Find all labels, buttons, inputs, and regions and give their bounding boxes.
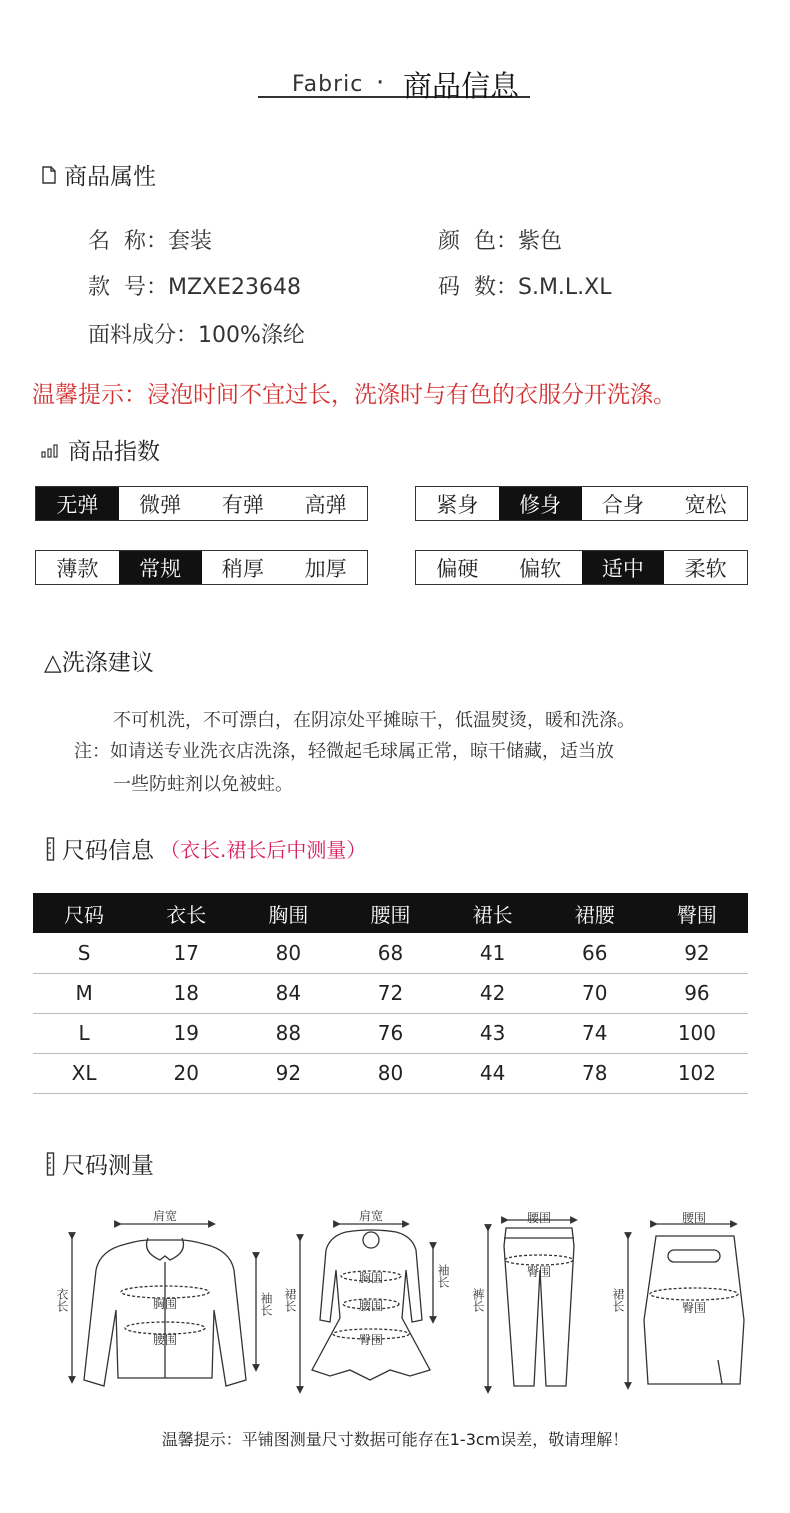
warm-tip: 温馨提示：浸泡时间不宜过长，洗涤时与有色的衣服分开洗涤。 (32, 382, 676, 408)
col-top-length: 衣长 (135, 893, 237, 933)
fig1-waist-label: 腰围 (152, 1333, 178, 1347)
table-cell: 44 (442, 1053, 544, 1093)
ruler-icon (46, 1152, 56, 1176)
attr-sizes: 码 数：S.M.L.XL (438, 275, 612, 300)
fig4-length-label: 裙长 (611, 1288, 625, 1312)
wash-title-text: △洗涤建议 (44, 650, 154, 676)
table-cell: 66 (544, 933, 646, 973)
table-cell: 76 (339, 1013, 441, 1053)
table-cell: 96 (646, 973, 748, 1013)
table-cell: 70 (544, 973, 646, 1013)
fig1-chest-label: 胸围 (152, 1297, 178, 1311)
wash-line-2: 注：如请送专业洗衣店洗涤，轻微起毛球属正常，晾干储藏，适当放 (74, 741, 614, 762)
scale-cell: 偏硬 (436, 556, 479, 581)
table-cell: 102 (646, 1053, 748, 1093)
table-cell: 88 (237, 1013, 339, 1053)
document-icon (40, 165, 58, 185)
scale-cell: 柔软 (684, 556, 727, 581)
scale-cell: 宽松 (684, 492, 727, 517)
size-table (33, 893, 748, 1094)
table-cell: L (33, 1013, 135, 1053)
table-cell: 92 (646, 933, 748, 973)
table-cell: 41 (442, 933, 544, 973)
table-cell: 19 (135, 1013, 237, 1053)
scale-cell: 无弹 (36, 487, 119, 520)
fig3-hip-label: 臀围 (526, 1265, 552, 1279)
size-info-note: （衣长.裙长后中测量） (160, 838, 367, 862)
table-cell: 72 (339, 973, 441, 1013)
header-en: Fabric (292, 72, 364, 97)
bar-chart-icon (40, 441, 62, 459)
size-info-title (46, 832, 366, 865)
size-info-title-text: 尺码信息 (62, 838, 154, 864)
scale-cell: 修身 (499, 487, 582, 520)
col-size: 尺码 (33, 893, 135, 933)
table-cell: 17 (135, 933, 237, 973)
attributes-title-text: 商品属性 (64, 164, 156, 190)
fig3-waist-label: 腰围 (526, 1211, 552, 1225)
fig3-length-label: 裤长 (471, 1288, 485, 1312)
index-title-text: 商品指数 (68, 439, 160, 465)
table-cell: 42 (442, 973, 544, 1013)
col-hip: 臀围 (646, 893, 748, 933)
table-cell: 80 (237, 933, 339, 973)
table-cell: S (33, 933, 135, 973)
scale-fit (415, 486, 748, 521)
col-skirt-length: 裙长 (442, 893, 544, 933)
wash-title (44, 644, 154, 677)
scale-elasticity (35, 486, 368, 521)
table-row (33, 1013, 748, 1053)
scale-cell: 偏软 (519, 556, 562, 581)
measure-diagrams (0, 1200, 790, 1410)
bottom-tip: 温馨提示：平铺图测量尺寸数据可能存在1-3cm误差，敬请理解！ (161, 1430, 629, 1449)
scale-cell: 合身 (601, 492, 644, 517)
scale-cell: 稍厚 (221, 556, 264, 581)
pants-diagram (488, 1220, 574, 1390)
scale-cell: 加厚 (304, 556, 347, 581)
table-cell: 43 (442, 1013, 544, 1053)
table-cell: 84 (237, 973, 339, 1013)
table-cell: 74 (544, 1013, 646, 1053)
page-header (0, 62, 790, 106)
table-row (33, 973, 748, 1013)
col-waist: 腰围 (339, 893, 441, 933)
scale-softness (415, 550, 748, 585)
table-cell: 18 (135, 973, 237, 1013)
fig1-length-label: 衣长 (55, 1288, 69, 1312)
scale-thickness (35, 550, 368, 585)
attr-color: 颜 色：紫色 (438, 229, 562, 254)
table-row (33, 1053, 748, 1093)
fig1-shoulder-label: 肩宽 (152, 1209, 178, 1223)
table-row (33, 933, 748, 973)
index-title (40, 433, 160, 466)
scale-cell: 常规 (119, 551, 202, 584)
table-cell: 92 (237, 1053, 339, 1093)
table-cell: 78 (544, 1053, 646, 1093)
scale-cell: 紧身 (436, 492, 479, 517)
scale-cell: 适中 (582, 551, 665, 584)
scale-cell: 有弹 (221, 492, 264, 517)
attributes-title (40, 158, 156, 191)
fig4-hip-label: 臀围 (681, 1301, 707, 1315)
scale-cell: 薄款 (56, 556, 99, 581)
header-dot: · (376, 68, 385, 98)
wash-line-1: 不可机洗，不可漂白，在阴凉处平摊晾干，低温熨烫，暖和洗涤。 (113, 710, 635, 731)
col-chest: 胸围 (237, 893, 339, 933)
fig4-waist-label: 腰围 (681, 1211, 707, 1225)
fig2-chest-label: 胸围 (358, 1271, 384, 1285)
ruler-icon (46, 837, 56, 861)
scale-cell: 高弹 (304, 492, 347, 517)
table-cell: 100 (646, 1013, 748, 1053)
table-cell: 68 (339, 933, 441, 973)
attr-style-no: 款 号：MZXE23648 (88, 275, 301, 300)
measure-title (46, 1147, 154, 1180)
fig2-waist-label: 腰围 (358, 1299, 384, 1313)
size-table-header (33, 893, 748, 933)
table-cell: XL (33, 1053, 135, 1093)
table-cell: 80 (339, 1053, 441, 1093)
attr-fabric: 面料成分：100%涤纶 (88, 323, 305, 348)
wash-line-3: 一些防蛀剂以免被蛀。 (113, 774, 293, 795)
scale-cell: 微弹 (139, 492, 182, 517)
fig1-sleeve-label: 袖长 (259, 1292, 273, 1316)
measure-title-text: 尺码测量 (62, 1153, 154, 1179)
fig2-length-label: 裙长 (283, 1288, 297, 1312)
fig2-hip-label: 臀围 (358, 1333, 384, 1347)
col-skirt-waist: 裙腰 (544, 893, 646, 933)
fig2-sleeve-label: 袖长 (436, 1264, 450, 1288)
fig2-shoulder-label: 肩宽 (358, 1209, 384, 1223)
attr-name: 名 称：套装 (88, 229, 212, 254)
table-cell: M (33, 973, 135, 1013)
header-title: 商品信息 (403, 69, 520, 103)
table-cell: 20 (135, 1053, 237, 1093)
